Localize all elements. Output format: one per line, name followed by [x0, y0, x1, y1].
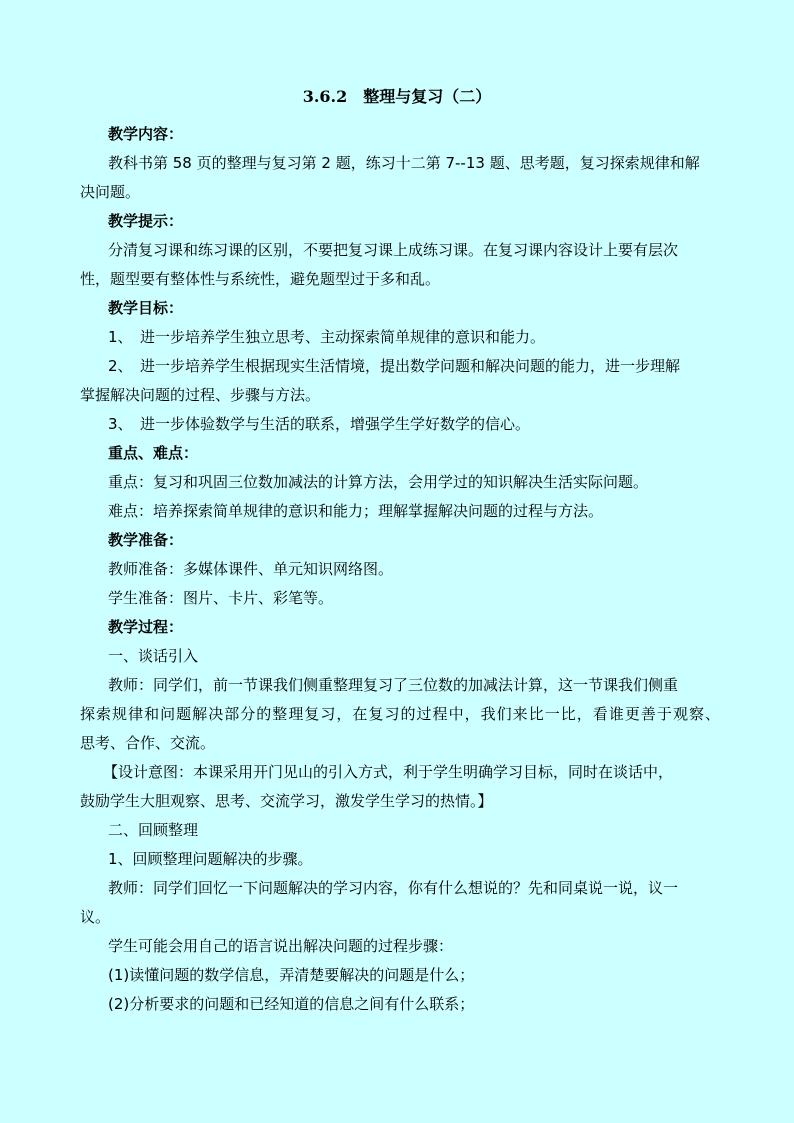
paragraph-line: 掌握解决问题的过程、步骤与方法。 [80, 386, 321, 404]
section-heading: 教学目标： [108, 299, 184, 317]
paragraph-line: (1)读懂问题的数学信息，弄清楚要解决的问题是什么； [108, 966, 475, 984]
paragraph-line: 思考、合作、交流。 [80, 734, 216, 752]
paragraph-line: 二、回顾整理 [108, 821, 199, 839]
paragraph-line: 鼓励学生大胆观察、思考、交流学习，激发学生学习的热情。】 [80, 792, 493, 810]
paragraph-line: 教师：同学们，前一节课我们侧重整理复习了三位数的加减法计算，这一节课我们侧重 [108, 676, 679, 694]
paragraph-line: 难点：培养探索简单规律的意识和能力；理解掌握解决问题的过程与方法。 [108, 502, 604, 520]
paragraph-line: 一、谈话引入 [108, 647, 199, 665]
paragraph-line: 性，题型要有整体性与系统性，避免题型过于多和乱。 [80, 270, 441, 288]
paragraph-line: 1、回顾整理问题解决的步骤。 [108, 850, 313, 868]
paragraph-line: 学生准备：图片、卡片、彩笔等。 [108, 589, 334, 607]
paragraph-line: 【设计意图：本课采用开门见山的引入方式，利于学生明确学习目标，同时在谈话中， [103, 763, 674, 781]
section-heading: 教学内容： [108, 125, 184, 143]
paragraph-line: 2、 进一步培养学生根据现实生活情境，提出数学问题和解决问题的能力，进一步理解 [108, 357, 681, 375]
page-title: 3.6.2 整理与复习（二） [302, 87, 492, 106]
paragraph-line: 教师准备：多媒体课件、单元知识网络图。 [108, 560, 394, 578]
paragraph-line: 学生可能会用自己的语言说出解决问题的过程步骤： [108, 937, 454, 955]
paragraph-line: 分清复习课和练习课的区别，不要把复习课上成练习课。在复习课内容设计上要有层次 [108, 241, 679, 259]
document-body [80, 120, 720, 1019]
paragraph-line: 探索规律和问题解决部分的整理复习，在复习的过程中，我们来比一比，看谁更善于观察、 [80, 705, 720, 723]
paragraph-line: 教师：同学们回忆一下问题解决的学习内容，你有什么想说的？先和同桌说一说，议一 [108, 879, 679, 897]
section-heading: 教学提示： [108, 212, 184, 230]
paragraph-line: 议。 [80, 908, 111, 926]
paragraph-line: 重点：复习和巩固三位数加减法的计算方法，会用学过的知识解决生活实际问题。 [108, 473, 649, 491]
paragraph-line: 3、 进一步体验数学与生活的联系，增强学生学好数学的信心。 [108, 415, 531, 433]
paragraph-line: 教科书第 58 页的整理与复习第 2 题，练习十二第 7--13 题、思考题，复习探索规律和解 [108, 154, 700, 172]
paragraph-line: 决问题。 [80, 183, 141, 201]
paragraph-line: 1、 进一步培养学生独立思考、主动探索简单规律的意识和能力。 [108, 328, 546, 346]
section-heading: 重点、难点： [108, 444, 199, 462]
paragraph-line: (2)分析要求的问题和已经知道的信息之间有什么联系； [108, 995, 475, 1013]
section-heading: 教学准备： [108, 531, 184, 549]
section-heading: 教学过程： [108, 618, 184, 636]
